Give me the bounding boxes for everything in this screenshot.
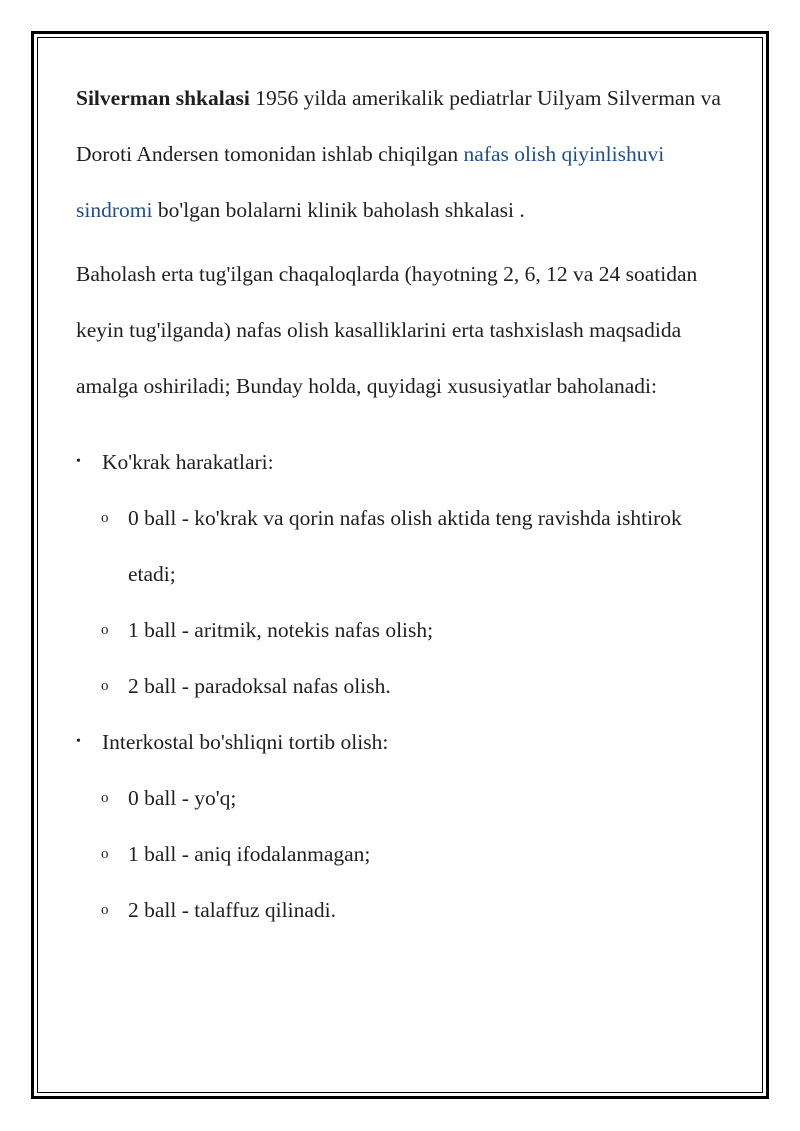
syndrome-link[interactable]: nafas olish qiyinlishuvi sindromi xyxy=(76,142,665,222)
score-text: 2 ball - paradoksal nafas olish. xyxy=(128,674,391,698)
document-body xyxy=(76,70,724,938)
score-text: 0 ball - ko'krak va qorin nafas olish aktida teng ravishda ishtirok etadi; xyxy=(128,506,682,586)
criteria-title: Ko'krak harakatlari: xyxy=(102,450,274,474)
sub-bullet-icon: o xyxy=(101,846,109,862)
sub-bullet-icon: o xyxy=(101,510,109,526)
sub-bullet-icon: o xyxy=(101,790,109,806)
intro-text-end: bo'lgan bolalarni klinik baholash shkalasi . xyxy=(152,198,525,222)
sub-bullet-icon: o xyxy=(101,678,109,694)
score-text: 0 ball - yo'q; xyxy=(128,786,237,810)
intro-paragraph xyxy=(76,70,724,238)
score-item xyxy=(76,602,724,658)
criteria-group xyxy=(76,434,724,490)
assessment-paragraph: Baholash erta tug'ilgan chaqaloqlarda (hayotning 2, 6, 12 va 24 soatidan keyin tug'ilganda) nafas olish kasalliklarini erta tashxislash maqsadida amalga oshiriladi; Bunday holda, quyidagi xususiyatlar baholanadi: xyxy=(76,262,698,398)
criteria-title: Interkostal bo'shliqni tortib olish: xyxy=(102,730,389,754)
score-item xyxy=(76,882,724,938)
criteria-group xyxy=(76,714,724,770)
score-item xyxy=(76,658,724,714)
score-item xyxy=(76,490,724,602)
score-item xyxy=(76,826,724,882)
bullet-icon: • xyxy=(76,734,81,749)
score-text: 1 ball - aniq ifodalanmagan; xyxy=(128,842,371,866)
term-title: Silverman shkalasi xyxy=(76,86,250,110)
intro-text: 1956 yilda amerikalik pediatrlar Uilyam Silverman va Doroti Andersen tomonidan ishlab chiqilgan xyxy=(76,86,721,166)
criteria-list xyxy=(76,434,724,938)
sub-bullet-icon: o xyxy=(101,622,109,638)
sub-bullet-icon: o xyxy=(101,902,109,918)
score-text: 1 ball - aritmik, notekis nafas olish; xyxy=(128,618,434,642)
score-text: 2 ball - talaffuz qilinadi. xyxy=(128,898,336,922)
bullet-icon: • xyxy=(76,454,81,469)
score-item xyxy=(76,770,724,826)
